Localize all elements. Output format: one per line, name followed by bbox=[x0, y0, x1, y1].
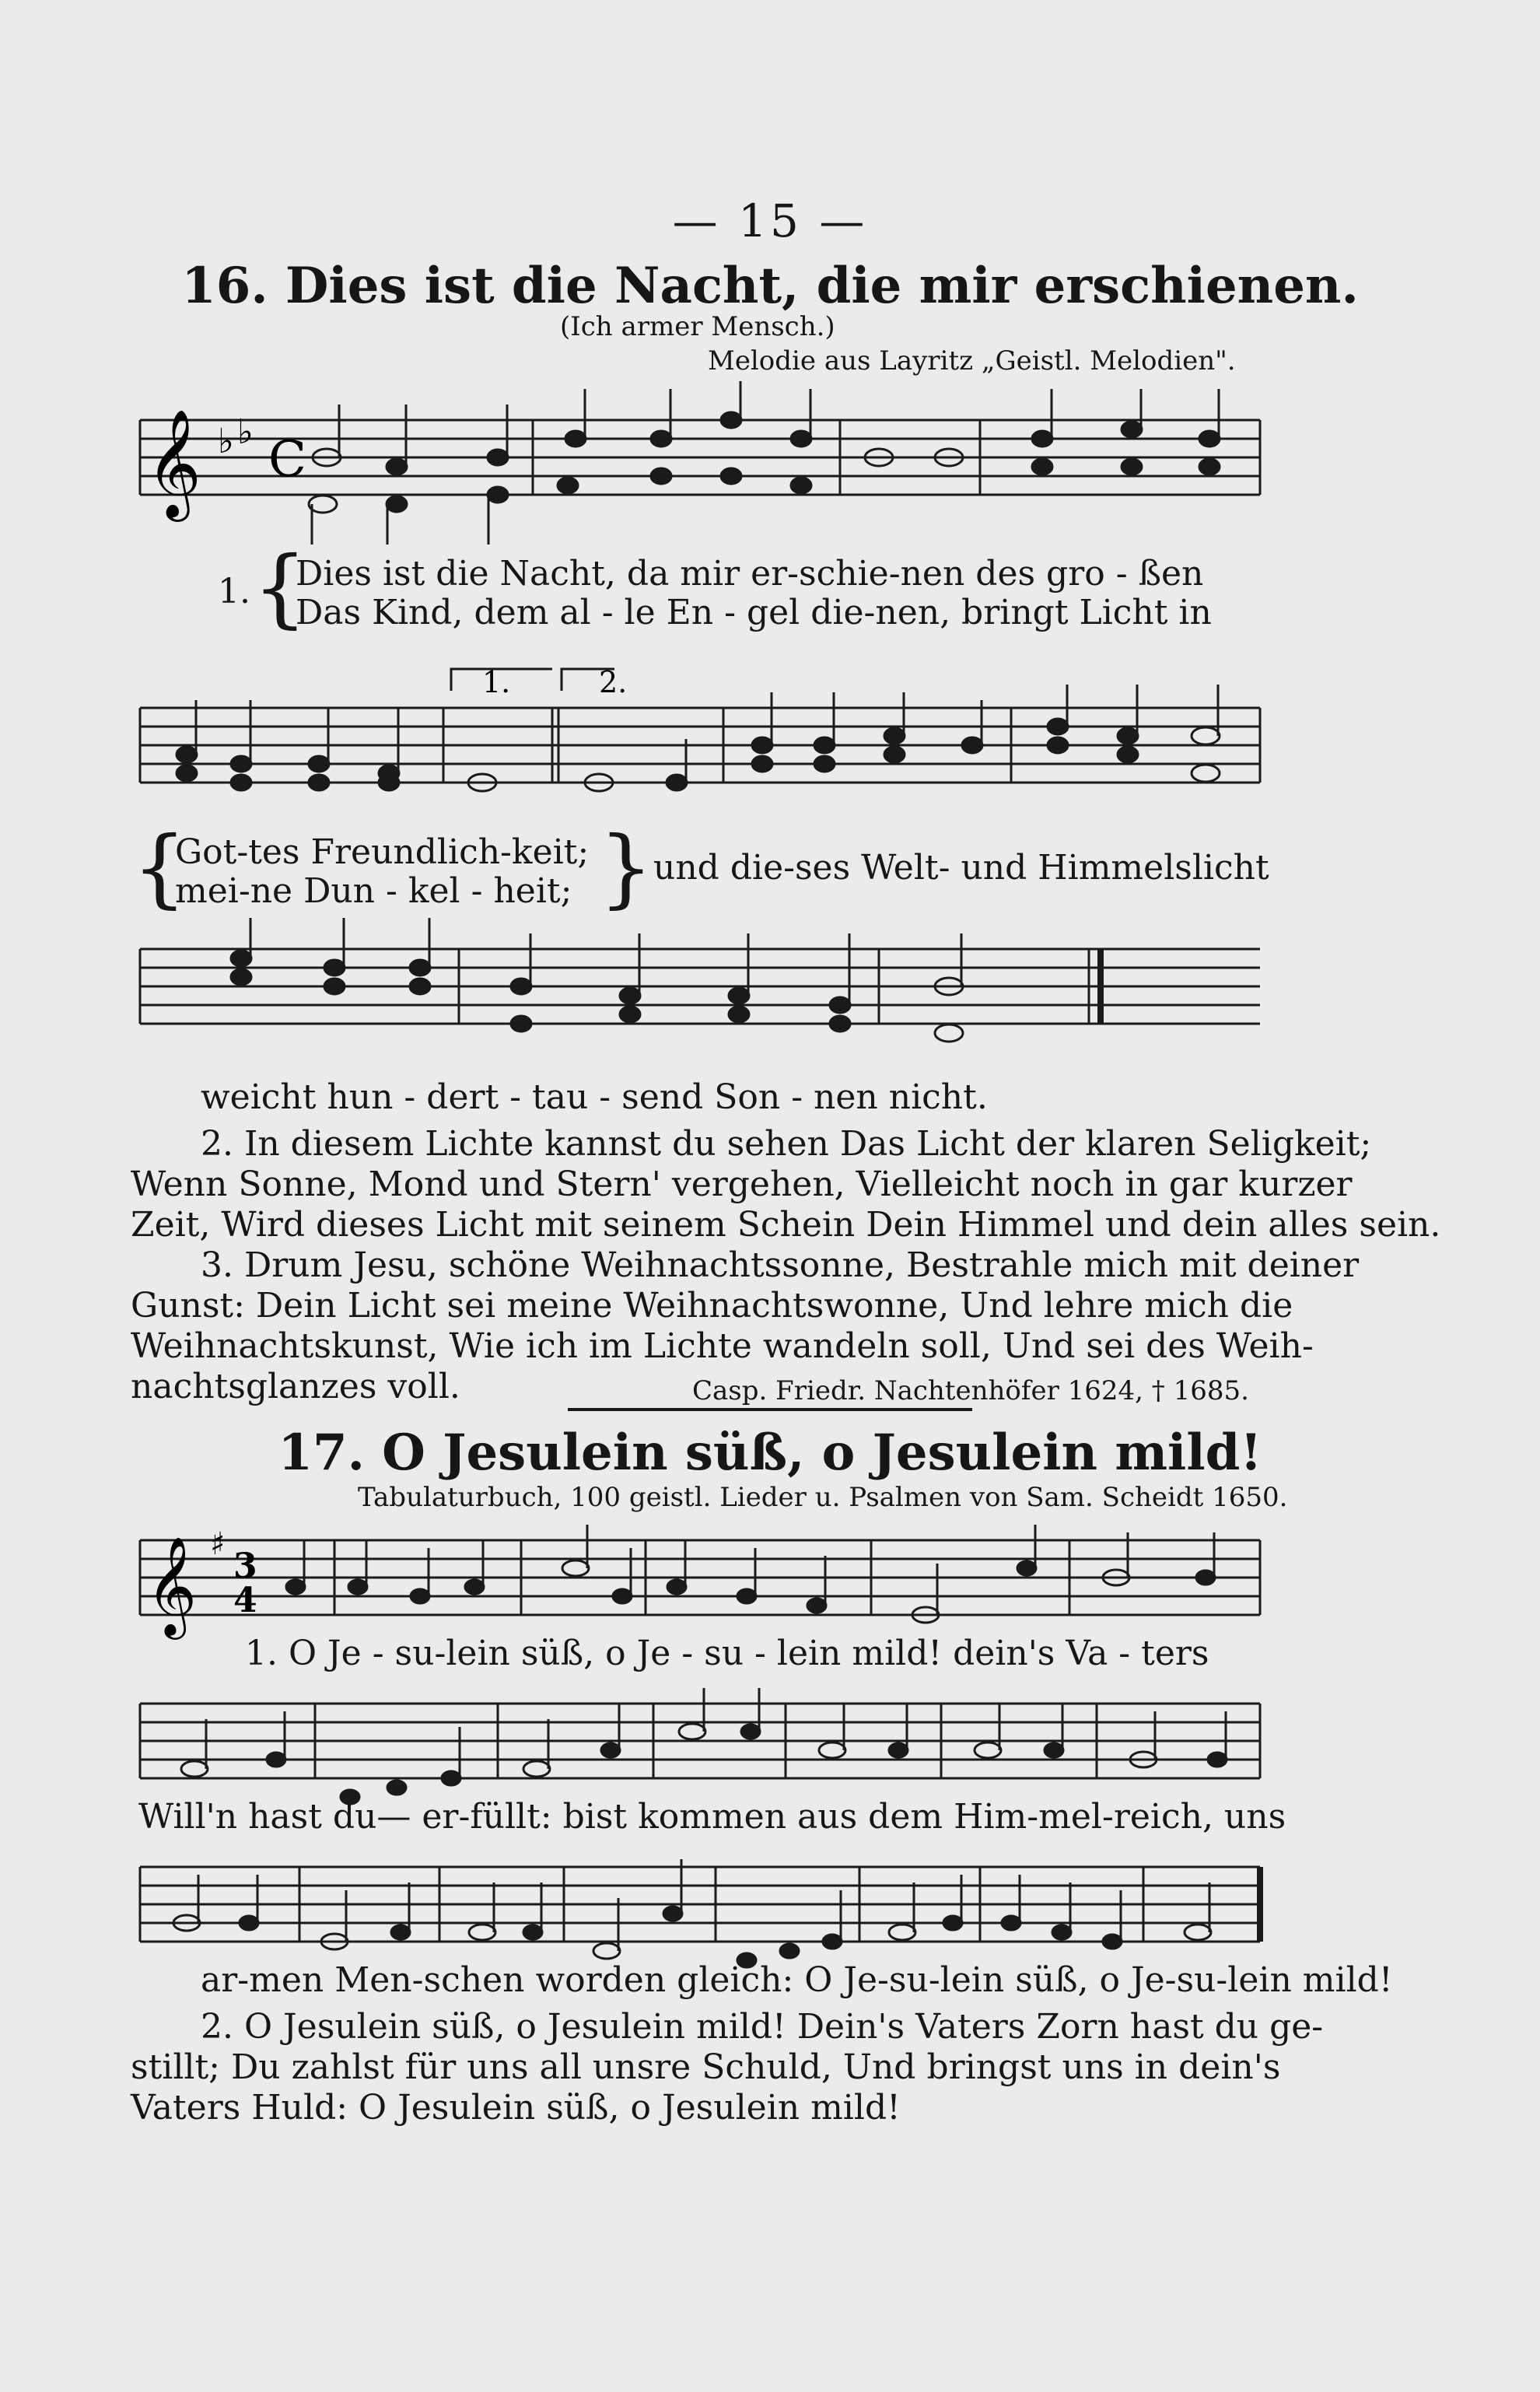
song-16-staff-2 bbox=[132, 653, 1268, 840]
song-16-lyric-3: weicht hun - dert - tau - send Son - nen nicht. bbox=[201, 1077, 988, 1117]
song-16-verse-line: 3. Drum Jesu, schöne Weihnachtssonne, Bestrahle mich mit deiner bbox=[201, 1245, 1360, 1285]
song-17-lyric-3: ar-men Men-schen worden gleich: O Je-su-lein süß, o Je-su-lein mild! bbox=[201, 1960, 1393, 2000]
song-17-verse-line: stillt; Du zahlst für uns all unsre Schuld, Und bringst uns in dein's bbox=[131, 2047, 1281, 2087]
song-16-verse-line: Gunst: Dein Licht sei meine Weihnachtswonne, Und lehre mich die bbox=[131, 1286, 1293, 1326]
svg-text:4: 4 bbox=[233, 1581, 257, 1620]
song-16-verse-line: 2. In diesem Lichte kannst du sehen Das Licht der klaren Seligkeit; bbox=[201, 1124, 1372, 1164]
song-16-staff-3 bbox=[132, 918, 1268, 1089]
song-17-source: Tabulaturbuch, 100 geistl. Lieder u. Psalmen von Sam. Scheidt 1650. bbox=[358, 1482, 1288, 1513]
song-16-lyric-1a: Dies ist die Nacht, da mir er-schie-nen des gro - ßen bbox=[296, 554, 1204, 594]
song-17-title: 17. O Jesulein süß, o Jesulein mild! bbox=[278, 1424, 1262, 1482]
song-17-staff-2 bbox=[132, 1688, 1268, 1812]
svg-text:♯: ♯ bbox=[210, 1526, 226, 1562]
volta-2: 2. bbox=[599, 665, 628, 699]
treble-clef-icon: 𝄞 bbox=[146, 1536, 198, 1635]
song-16-verse-line: Weihnachtskunst, Wie ich im Lichte wandeln soll, Und sei des Weih- bbox=[131, 1326, 1314, 1366]
song-17-staff-3 bbox=[132, 1851, 1268, 1976]
song-16-lyric-1b: Das Kind, dem al - le En - gel die-nen, bringt Licht in bbox=[296, 593, 1212, 632]
song-17-verse-line: 2. O Jesulein süß, o Jesulein mild! Dein's Vaters Zorn hast du ge- bbox=[201, 2007, 1324, 2047]
treble-clef-icon: 𝄞 bbox=[146, 409, 201, 517]
page-number: — 15 — bbox=[672, 194, 868, 247]
song-17-lyric-1: 1. O Je - su-lein süß, o Je - su - lein mild! dein's Va - ters bbox=[245, 1634, 1209, 1673]
song-17-lyric-2: Will'n hast du— er-füllt: bist kommen aus dem Him-mel-reich, uns bbox=[138, 1797, 1286, 1837]
song-16-verse-line: Wenn Sonne, Mond und Stern' vergehen, Vielleicht noch in gar kurzer bbox=[131, 1164, 1353, 1204]
song-17-staff-1 bbox=[132, 1517, 1268, 1641]
song-16-lyric-2b: mei-ne Dun - kel - heit; bbox=[175, 871, 572, 911]
brace-icon: { bbox=[253, 538, 307, 637]
song-16-subtitle: (Ich armer Mensch.) bbox=[560, 311, 835, 342]
song-16-lyric-2a: Got-tes Freundlich-keit; bbox=[175, 832, 590, 872]
svg-text:C: C bbox=[268, 431, 306, 489]
divider bbox=[568, 1408, 972, 1411]
song-17-verse-line: Vaters Huld: O Jesulein süß, o Jesulein mild! bbox=[131, 2088, 901, 2128]
song-16-lyric-2c: und die-ses Welt- und Himmelslicht bbox=[653, 848, 1269, 888]
song-16-last-verse: nachtsglanzes voll. bbox=[131, 1367, 460, 1406]
svg-text:3: 3 bbox=[233, 1546, 257, 1586]
volta-1: 1. bbox=[482, 665, 511, 699]
song-16-verse1-num: 1. bbox=[218, 572, 250, 611]
brace-close-icon: } bbox=[599, 818, 653, 917]
brace-icon-2: { bbox=[132, 818, 187, 917]
svg-text:♭: ♭ bbox=[218, 422, 234, 461]
song-16-title: 16. Dies ist die Nacht, die mir erschienen. bbox=[181, 257, 1359, 315]
song-16-author: Casp. Friedr. Nachtenhöfer 1624, † 1685. bbox=[692, 1375, 1249, 1406]
song-16-verse-line: Zeit, Wird dieses Licht mit seinem Schein Dein Himmel und dein alles sein. bbox=[131, 1205, 1441, 1245]
song-16-source: Melodie aus Layritz „Geistl. Melodien". bbox=[708, 345, 1236, 376]
svg-text:♭: ♭ bbox=[237, 412, 254, 452]
